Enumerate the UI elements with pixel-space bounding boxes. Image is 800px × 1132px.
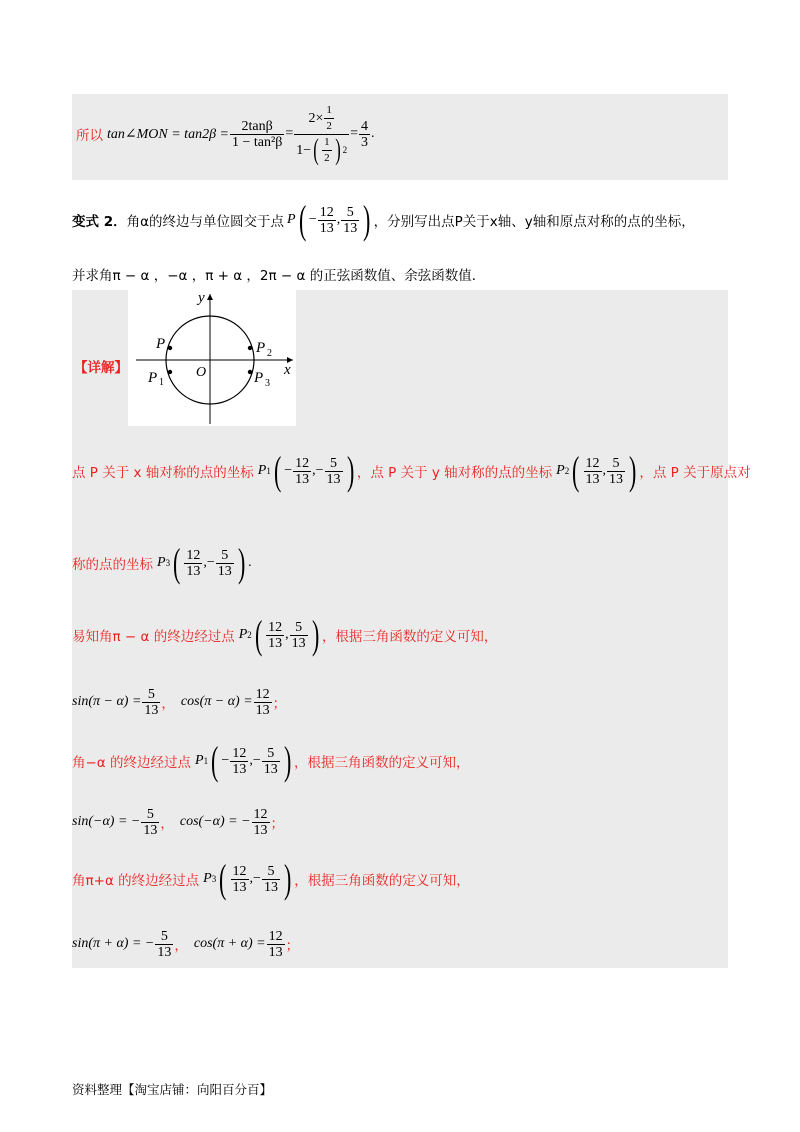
variant-text-2: ，分别写出点P关于x轴、y轴和原点对称的点的坐标， xyxy=(373,214,695,230)
prefix-text: 所以 xyxy=(76,128,103,144)
case1-values: sin(π − α) = $\frac{5}{13}$ ， cos(π − α) = $\frac{12}{13}$ ； xyxy=(72,686,287,718)
P2-label: P xyxy=(256,340,266,356)
point-P2 xyxy=(248,346,252,350)
unit-circle-svg xyxy=(128,290,296,426)
case3-line: 角π+α 的终边经过点 P 3 ( $\frac{12}{13}$ , − $\frac{5}{13}$ ) ，根据三角函数的定义可知， xyxy=(72,856,470,901)
variant-label: 变式 2． xyxy=(72,214,127,230)
variant-text-1: 角α的终边与单位圆交于点 xyxy=(126,214,284,230)
point-P1 xyxy=(168,370,172,374)
P3-sub: 3 xyxy=(265,378,270,389)
case2-line: 角−α 的终边经过点 P 1 ( − $\frac{12}{13}$ , − $\frac{5}{13}$ ) ，根据三角函数的定义可知， xyxy=(72,738,470,783)
unit-circle-figure xyxy=(128,290,296,426)
point-P xyxy=(168,346,172,350)
P-label: P xyxy=(156,336,166,352)
variant-line-2 xyxy=(72,262,485,286)
case3-values: sin(π + α) = − $\frac{5}{13}$ ， cos(π + α) = $\frac{12}{13}$ ； xyxy=(72,928,300,960)
fraction-half: 2× $\frac{1}{2}$ 1− ( $\frac{1}{2}$ ) 2 xyxy=(296,103,348,166)
p-y-fraction: $\frac{5}{13}$ xyxy=(343,204,358,236)
x-label: x xyxy=(284,362,291,378)
P3-label: P xyxy=(254,370,264,386)
point-P3 xyxy=(248,370,252,374)
tan-expression: tan∠MON = tan2β = xyxy=(107,126,229,142)
P1-sub: 1 xyxy=(159,377,164,388)
fraction-result: $\frac{4}{3}$ xyxy=(361,118,369,150)
tan-result-line: 所以 tan∠MON = tan2β = $\frac{2\tan\beta}{\text{1 − tan²β}}$ = 2× $\frac{1}{2}$ 1− ( $\frac{1}{2}$ ) 2 = $\frac{4}{3}$ . xyxy=(76,103,375,166)
P1-label: P xyxy=(148,370,158,386)
case1-line: 易知角π − α 的终边经过点 P 2 ( $\frac{12}{13}$ , $\frac{5}{13}$ ) ，根据三角函数的定义可知， xyxy=(72,612,498,657)
p-x-fraction: $\frac{12}{13}$ xyxy=(319,204,334,236)
case2-values: sin(−α) = − $\frac{5}{13}$ ， cos(−α) = − $\frac{12}{13}$ ； xyxy=(72,806,285,838)
y-label: y xyxy=(198,290,205,306)
solution-label: 【详解】 xyxy=(74,360,128,376)
symmetry-line-1: 点 P 关于 x 轴对称的点的坐标 P 1 ( − $\frac{12}{13}$ , − $\frac{5}{13}$ ) ，点 P 关于 y 轴对称的点的坐标 P 2 ( $\frac{12}{13}$ , $\frac{5}{13}$ ) ，点 P 关于原点对 xyxy=(72,448,751,493)
origin-label: O xyxy=(196,365,207,380)
variant-line-2-text: 并求角π − α ，−α ，π + α ，2π − α 的正弦函数值、余弦函数值． xyxy=(72,268,486,284)
page-footer: 资料整理【淘宝店铺：向阳百分百】 xyxy=(72,1082,273,1097)
symmetry-line-2: 称的点的坐标 P 3 ( $\frac{12}{13}$ , − $\frac{5}{13}$ ) . xyxy=(72,540,252,585)
fraction-2tan: $\frac{2\tan\beta}{\text{1 − tan²β}}$ xyxy=(232,118,283,150)
variant-line-1: 变式 2． 角α的终边与单位圆交于点 P ( − $\frac{12}{13}$ , $\frac{5}{13}$ ) ，分别写出点P关于x轴、y轴和原点对称的点的坐标， xyxy=(72,197,695,242)
P2-sub: 2 xyxy=(267,348,272,359)
